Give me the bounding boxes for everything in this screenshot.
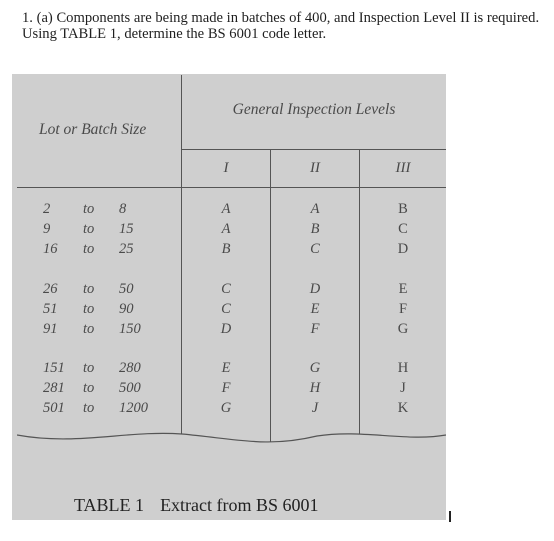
code-level-i: C <box>221 281 231 297</box>
lot-to: 150 <box>119 321 141 337</box>
code-level-iii: E <box>398 281 408 297</box>
table-row <box>17 301 446 321</box>
lot-header: Lot or Batch Size <box>39 121 147 138</box>
table-row <box>17 221 446 241</box>
lot-to: 90 <box>119 301 134 317</box>
lot-to: 25 <box>119 241 134 257</box>
code-level-ii: F <box>310 321 320 337</box>
lot-to-word: to <box>83 321 95 337</box>
code-level-ii: A <box>310 201 320 217</box>
code-level-i: C <box>221 301 231 317</box>
table-row <box>17 281 446 301</box>
code-level-iii: F <box>398 301 408 317</box>
code-level-ii: B <box>310 221 320 237</box>
lot-from: 281 <box>43 380 65 396</box>
code-level-iii: B <box>398 201 408 217</box>
code-level-ii: J <box>311 400 319 416</box>
caption-text: Extract from BS 6001 <box>160 495 319 515</box>
code-level-i: G <box>220 400 232 416</box>
lot-to: 500 <box>119 380 141 396</box>
code-level-ii: H <box>309 380 321 396</box>
code-level-ii: C <box>310 241 320 257</box>
code-level-i: E <box>221 360 231 376</box>
lot-to-word: to <box>83 201 95 217</box>
lot-to: 1200 <box>119 400 148 416</box>
lot-from: 9 <box>43 221 51 237</box>
code-level-i: A <box>221 201 231 217</box>
lot-from: 91 <box>43 321 58 337</box>
table-row <box>17 360 446 380</box>
lot-to-word: to <box>83 281 95 297</box>
code-level-iii: H <box>397 360 409 376</box>
code-level-i: D <box>220 321 232 337</box>
lot-from: 151 <box>43 360 65 376</box>
text-cursor <box>449 511 451 522</box>
code-level-i: A <box>221 221 231 237</box>
lot-to-word: to <box>83 400 95 416</box>
code-level-iii: K <box>397 400 409 416</box>
lot-from: 16 <box>43 241 58 257</box>
table-row <box>17 380 446 400</box>
lot-to-word: to <box>83 380 95 396</box>
lot-to-word: to <box>83 241 95 257</box>
code-level-iii: G <box>397 321 409 337</box>
torn-edge <box>17 430 446 456</box>
caption-label: TABLE 1 <box>74 495 145 515</box>
lot-to-word: to <box>83 221 95 237</box>
table-caption <box>74 495 319 516</box>
code-level-iii: D <box>397 241 409 257</box>
code-level-iii: J <box>400 380 406 396</box>
lot-to: 50 <box>119 281 134 297</box>
lot-to: 280 <box>119 360 141 376</box>
lot-to: 8 <box>119 201 127 217</box>
table-row <box>17 241 446 261</box>
level-column-header-2: II <box>271 150 359 188</box>
lot-from: 501 <box>43 400 65 416</box>
table-row <box>17 201 446 221</box>
code-level-ii: E <box>310 301 320 317</box>
code-level-i: B <box>221 241 231 257</box>
code-level-i: F <box>221 380 231 396</box>
levels-header: General Inspection Levels <box>232 101 396 118</box>
table-row <box>17 321 446 341</box>
code-level-iii: C <box>398 221 408 237</box>
level-column-header-3: III <box>360 150 446 188</box>
code-level-ii: G <box>309 360 321 376</box>
lot-to-word: to <box>83 360 95 376</box>
question-text: 1. (a) Components are being made in batches of 400, and Inspection Level II is required. Using TABLE 1, determine the BS 6001 code letter. <box>22 10 540 42</box>
lot-from: 51 <box>43 301 58 317</box>
level-column-header-1: I <box>182 150 270 188</box>
lot-from: 2 <box>43 201 51 217</box>
code-level-ii: D <box>309 281 321 297</box>
bs6001-table <box>17 75 446 443</box>
lot-from: 26 <box>43 281 58 297</box>
lot-header-cell <box>17 75 182 188</box>
table-row <box>17 400 446 420</box>
levels-header-cell <box>182 75 446 150</box>
lot-to-word: to <box>83 301 95 317</box>
lot-to: 15 <box>119 221 134 237</box>
